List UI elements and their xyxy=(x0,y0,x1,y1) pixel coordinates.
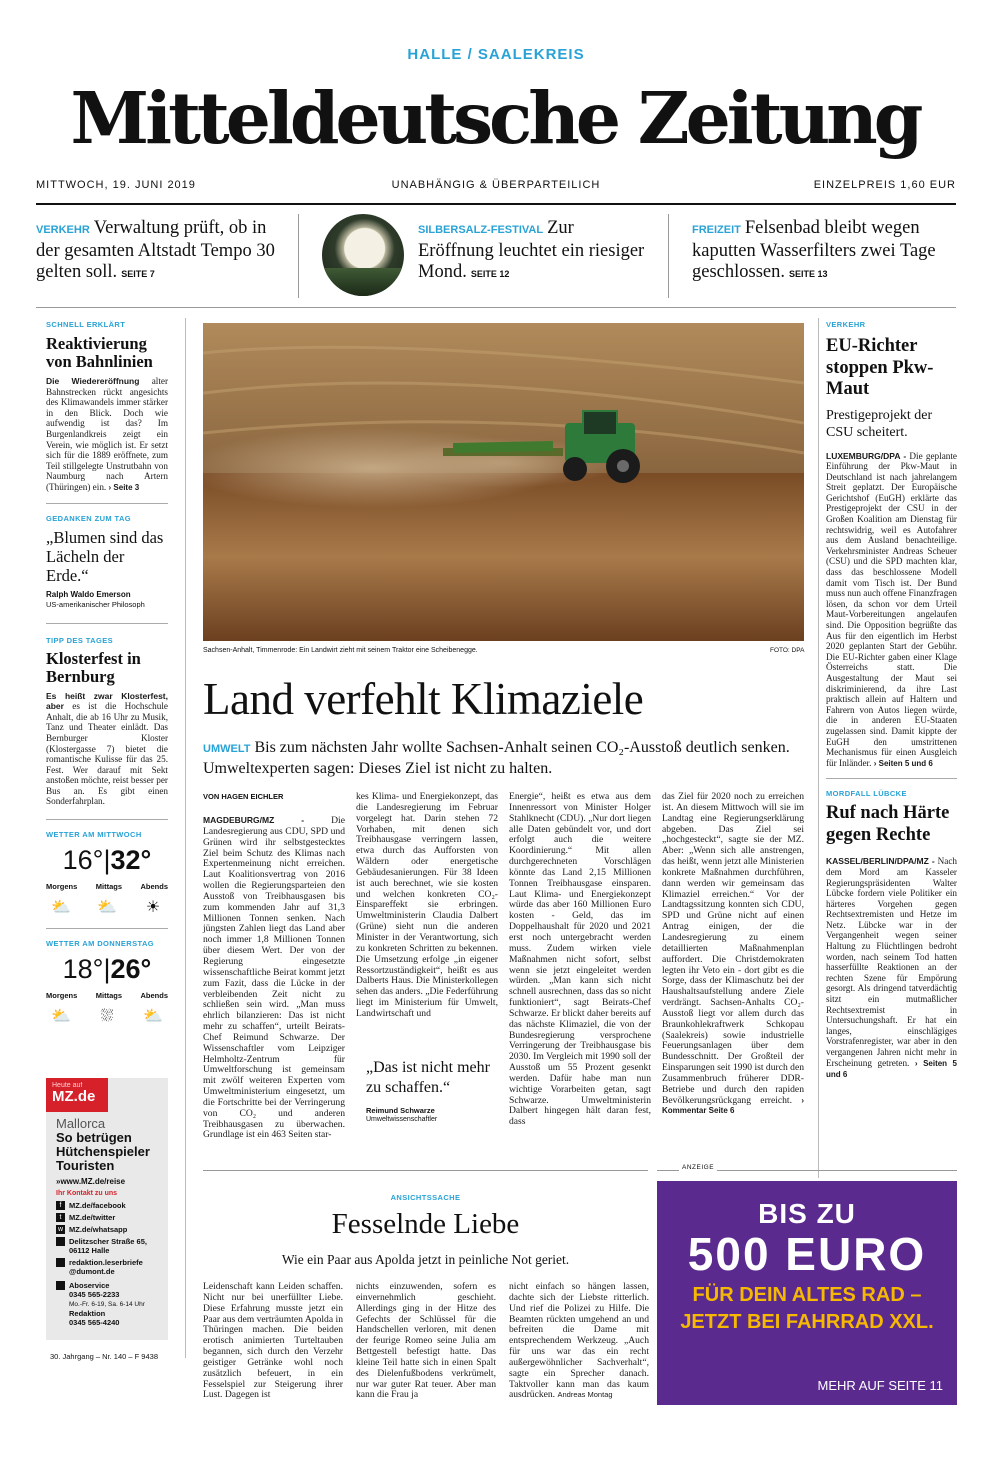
byline: VON HAGEN EICHLER xyxy=(203,792,284,801)
opinion-col-2: nichts einzuwenden, sofern es einvernehmlich geschieht. Allerdings ging in der Hitze des Gefechts der Schlüssel für die Handschellen verloren, mit denen der feurige Romeo seine Julia am Bettgestell befestigt hatte. Das kleine Teil hatte sich in einen Spalt des Dielenfußbodens verkrümelt, nur war guter Rat teuer. Aber man kann die Frau ja xyxy=(356,1281,496,1401)
weather-wed-temps: 16°|32° xyxy=(62,845,152,876)
opinion-title[interactable]: Fesselnde Liebe xyxy=(331,1208,520,1240)
lead-kicker: UMWELT xyxy=(203,743,251,755)
temp-low: 18° xyxy=(62,954,104,985)
maut-dateline: LUXEMBURG/DPA - xyxy=(826,450,907,461)
ad-line-4: JETZT BEI FAHRRAD XXL. xyxy=(680,1311,934,1333)
dateline: MAGDEBURG/MZ - xyxy=(203,815,305,825)
ad-line-1: BIS ZU xyxy=(758,1198,856,1229)
price: EINZELPREIS 1,60 EUR xyxy=(813,179,956,191)
teaser-page: SEITE 13 xyxy=(789,269,828,279)
ad-line-3: FÜR DEIN ALTES RAD – xyxy=(692,1284,922,1306)
masthead-title: Mitteldeutsche Zeitung xyxy=(70,76,920,160)
temp-high: 26° xyxy=(110,954,152,985)
teaser-text: Zur Eröffnung leuchtet ein riesiger Mond. xyxy=(418,218,645,282)
teaser-festival[interactable] xyxy=(418,218,648,285)
partly-cloudy-icon: ⛅ xyxy=(51,1006,71,1026)
weather-thu-kicker: WETTER AM DONNERSTAG xyxy=(46,939,154,949)
weather-label: Abends xyxy=(140,882,168,892)
pull-quote-text: „Das ist nicht mehr zu schaffen.“ xyxy=(366,1059,490,1096)
explained-lead: Die Wiedereröffnung xyxy=(46,376,140,386)
partly-cloudy-icon: ⛅ xyxy=(143,1006,163,1026)
article-col-4: das Ziel für 2020 noch zu erreichen ist. An diesem Mittwoch will sie im Landtag eine Regierungserklärung abgeben. Das Ziel sei „hochgesteckt“, sagte sie der MZ. Aber: „Wenn sich alle anstrengen, das heißt, wenn jetzt alle Ministerien konkrete Maßnahmen durchführen, dann werden wir gemeinsam das Klimaziel erreichen.“ Vor der Landtagssitzung konnten sich CDU, SPD und Grüne nicht auf einen Antrag einigen, der die Landesregierung zu einem detaillierten Maßnahmenplan auffordert. Die Christdemokraten legten ihr Veto ein - dort gibt es die Sorge, dass der Klimaschutz bei der Haushaltsaufstellung andere Ziele verdrängt. Sachsen-Anhalts CO₂-Ausstoß liegt vor allem durch das Braunkohlekraftwerk Schkopau (Saalekreis) sowie industrielle Feuerungsanlagen über dem Bundesschnitt. Der Großteil der Einsparungen seit 1990 ist durch den Zusammenbruch früherer DDR-Betriebe und durch den rapiden Bevölkerungsrückgang erreicht. › Kommentar Seite 6 xyxy=(662,791,805,1116)
teaser-text: Verwaltung prüft, ob in der gesamten Altstadt Tempo 30 gelten soll. xyxy=(36,218,275,282)
mail-icon xyxy=(56,1258,65,1267)
teaser-page: SEITE 12 xyxy=(470,269,510,279)
ad-line-2: 500 EURO xyxy=(687,1228,927,1280)
red-phone[interactable]: 0345 565-4240 xyxy=(69,1318,120,1327)
article-col-2: kes Klima- und Energiekonzept, das die Landesregierung im Februar vorgelegt hat. Darin stehen 72 Vorhaben, mit denen sich Treibhausgase verringern lassen, etwa durch das Aufforsten von Wäldern oder energetische Gebäudesanierungen. Für 38 Ideen ist auch berechnet, wie sie kosten und welchen konkreten CO₂-Einspareffekt sie erbringen. Umweltministerin Claudia Dalbert (Grüne) sieht nun die anderen Minister in der Verantwortung, sich zu konkreten Schritten zu bekennen. Die Umsetzung erfolge „in eigener Ressortzuständigkeit“, heißt es aus Dalberts Haus. Die Ministerkollegen sehen das anders. „Die Federführung liegt im Ministerium für Umwelt, Landwirtschaft und xyxy=(356,791,498,1019)
abo-label: Aboservice xyxy=(69,1281,110,1290)
pull-quote-role: Umweltwissenschaftler xyxy=(366,1116,438,1123)
contact-whatsapp[interactable]: MZ.de/whatsapp xyxy=(69,1225,128,1234)
teaser-leisure[interactable] xyxy=(692,218,956,285)
mz-logo[interactable] xyxy=(46,1078,108,1112)
tip-kicker: TIPP DES TAGES xyxy=(46,635,114,645)
partly-cloudy-icon: ⛅ xyxy=(97,897,117,917)
abo-phone[interactable]: 0345 565-2233 xyxy=(69,1290,120,1299)
article-col-1: MAGDEBURG/MZ - Die Landesregierung aus CDU, SPD und Grünen wird ihr selbstgestecktes Ziel beim Schutz des Klimas nach Expertenmeinung nicht erreichen. Laut Koalitionsvertrag von 2016 wollen die Regierungsparteien den Ausstoß von Treibhausgasen bis zum kommenden Jahr auf 31,3 Millionen Tonnen senken. Nach jüngsten Zahlen liegt das Land aber noch immer 1,8 Millionen Tonnen über diesem Wert. Der von der Regierung eingesetzte wissenschaftliche Beirat kommt jetzt zum Fazit, dass die Lücke in der verbleibenden Zeit nicht zu schließen sein wird. „Man muss ehrlich bilanzieren: Das ist nicht mehr zu schaffen“, urteilt Beirats-Chef Reimund Schwarze. Der Wissenschaftler vom Leipziger Helmholtz-Zentrum für Umweltforschung ist gemeinsam mit zwölf weiteren Experten vom Umweltministerium eingesetzt, um die Fortschritte bei der Verringerung von CO₂ und anderen Treibhausgasen zu überwachen. Grundlage ist ein 463 Seiten star- xyxy=(203,815,345,1141)
mz-logo-text: MZ.de xyxy=(52,1088,96,1105)
region-label: HALLE / SAALEKREIS xyxy=(407,46,585,63)
main-photo xyxy=(203,323,804,641)
comment-ref[interactable]: › Kommentar Seite 6 xyxy=(662,1095,804,1116)
teaser-traffic[interactable] xyxy=(36,218,276,285)
maut-ref[interactable]: › Seiten 5 und 6 xyxy=(873,758,933,768)
explained-kicker: SCHNELL ERKLÄRT xyxy=(46,320,126,329)
tip-text: Es heißt zwar Klosterfest, aber es ist die Hochschule Anhalt, die ab 16 Uhr zu Musik, Tanz und Theater einlädt. Das Bernburger Kloster (Klostergasse 7) bietet die romantische Kulisse für das 25. Fest. Wer darauf mit Sekt anstoßen möchte, reist besser per Bus an. Es gibt einen Sonderfahrplan. xyxy=(46,690,168,807)
ad-label: ANZEIGE xyxy=(657,1164,957,1176)
contact-twitter[interactable]: MZ.de/twitter xyxy=(69,1213,116,1222)
phone-icon xyxy=(56,1281,65,1290)
main-headline[interactable]: Land verfehlt Klimaziele xyxy=(203,674,644,724)
luebcke-title[interactable]: Ruf nach Härte gegen Rechte xyxy=(826,803,950,845)
opinion-col-3: nicht einfach so hängen lassen, dachte sich der Liebste ritterlich. Und rief die Polizei zu Hilfe. Die Beamten rückten umgehend an und befreiten die Dame mit entsprechendem Werkzeug. „Auch für uns war das ein recht außergewöhnlicher Sachverhalt“, sagte ein Sprecher danach. Taktvoller kann man das kaum ausdrücken. Andreas Montag xyxy=(509,1281,649,1401)
weather-label: Morgens xyxy=(46,991,78,1001)
luebcke-kicker: MORDFALL LÜBCKE xyxy=(826,789,907,799)
luebcke-text: KASSEL/BERLIN/DPA/MZ - Nach dem Mord am Kasseler Regierungspräsidenten Walter Lübcke fordern viele Politiker ein härteres Vorgehen gegen Rechtsextremisten und Hetze im Netz. Lübcke war in der Vergangenheit wegen seiner Haltung zu Flüchtlingen bedroht worden, nach seinem Tod hatten hasserfüllte Reaktionen an der rechten Szene für Empörung gesorgt. Als dringend tatverdächtig sitzt ein mutmaßlicher Rechtsextremist in Untersuchungshaft. Er hat ein langes, einschlägiges Vorstrafenregister, war aber in den vergangenen Jahren nicht mehr in Erscheinung getreten. › Seiten 5 und 6 xyxy=(826,856,958,1080)
quote-role: US-amerikanischer Philosoph xyxy=(46,599,145,609)
teaser-text: Felsenbad bleibt wegen kaputten Wasserfilters zwei Tage geschlossen. xyxy=(692,218,936,282)
teaser-kicker: FREIZEIT xyxy=(692,224,741,236)
teaser-page: SEITE 7 xyxy=(121,269,155,279)
maut-text: LUXEMBURG/DPA - Die geplante Einführung der Pkw-Maut in Deutschland ist nach jahrelangem Streit geplatzt. Der Europäische Gerichtshof (EuGH) erklärte das Prestigeprojekt der CSU in der Großen Koalition am Dienstag für rechtswidrig, weil es Autofahrer aus dem Ausland benachteilige. Verkehrsminister Andreas Scheuer (CSU) und die SPD machten klar, dass das beschlossene Modell damit vom Tisch ist. Der Bund muss nun auch offene Finanzfragen lösen, da schon vor dem Urteil Maut-Vorbereitungen angelaufen sind. Die Opposition begrüßte das Aus für den eigentlich im Herbst 2020 geplanten Start der Gebühr. Die EU-Richter gaben einer Klage Österreichs statt. Die Ausgestaltung der Maut sei diskriminierend, da ihre Last praktisch allein auf Haltern und Fahrern von Autos liegen würde, die in anderen EU-Staaten zugelassen sind. Damit kippte der EuGH den umstrittenen Mechanismus für einen Ausgleich für Inländer. › Seiten 5 und 6 xyxy=(826,450,957,768)
weather-label: Mittags xyxy=(95,991,122,1001)
opinion-col-1: Leidenschaft kann Leiden schaffen. Nicht nur bei unerfüllter Liebe. Diese Erfahrung musste jetzt ein Paar aus dem verträumten Apolda in Thüringen machen. Die beiden erotisch animierten Turteltauben begannen, sich durch den Verzehr geistiger Getränke wohl noch zusätzlich befeuert, in ein Fesselspiel zur Steigerung ihrer Lust. Dagegen ist xyxy=(203,1281,343,1401)
issue-date: MITTWOCH, 19. JUNI 2019 xyxy=(36,179,196,191)
luebcke-ref[interactable]: › Seiten 5 und 6 xyxy=(826,1058,957,1080)
explained-title: Reaktivierung von Bahnlinien xyxy=(46,334,153,371)
partly-cloudy-icon: ⛅ xyxy=(51,897,71,917)
weather-label: Abends xyxy=(140,991,168,1001)
contact-facebook[interactable]: MZ.de/facebook xyxy=(69,1201,126,1210)
quote-text: „Blumen sind das Lächeln der Erde.“ xyxy=(46,527,164,585)
explained-ref[interactable]: › Seite 3 xyxy=(108,482,140,492)
article-col-3: Energie“, heißt es etwa aus dem Innenressort von Minister Holger Stahlknecht (CDU). „Nur dort liegen alle Daten gebündelt vor, und dort erfolgt auch die weitere Koordinierung.“ Mit allen durchgerechneten Vorschlägen könnte das Land 2,15 Millionen Tonnen Treibhausgase einsparen. Laut Klima- und Energiekonzept würde das aber 160 Millionen Euro kosten - Geld, das im Doppelhaushalt für 2020 und 2021 erst noch untergebracht werden muss. Zudem wirken viele Maßnahmen nicht sofort, selbst wenn sie jetzt eingeleitet werden würden. „Man kann sich nicht schnell ausrechnen, dass das so nicht funktioniert“, sagt Beirats-Chef Schwarze. Er blickt daher bereits auf das nächste Klimaziel, die von der Bundesregierung versprochene Verringerung der Treibhausgase bis 2030. Im Vergleich mit 1990 soll der Ausstoß um 55 Prozent gesenkt werden. Dafür habe man nun wichtige Vorarbeiten getan, sagt Schwarze. Umweltministerin Dalbert hingegen hält daran fest, dass xyxy=(509,791,652,1128)
teaser-kicker: VERKEHR xyxy=(36,224,90,236)
weather-wed-kicker: WETTER AM MITTWOCH xyxy=(46,830,142,840)
mz-info-box xyxy=(46,1078,168,1340)
right-column xyxy=(826,320,957,1081)
tip-title: Klosterfest in Bernburg xyxy=(46,648,141,686)
explained-text: Die Wiedereröffnung alter Bahnstrecken rückt angesichts des Klimawandels immer stärker in den Blick. Doch wie aufwendig ist das? Im Burgenlandkreis zeigt ein Verein, wie möglich ist. Er setzt sich für die 1889 eröffnete, zum Teil stillgelegte Unstrutbahn von Naumburg nach Artern (Thüringen) ein. › Seite 3 xyxy=(46,376,169,492)
maut-title[interactable]: EU-Richter stoppen Pkw-Maut xyxy=(826,336,934,399)
ad-more[interactable]: MEHR AUF SEITE 11 xyxy=(817,1378,943,1393)
weather-label: Morgens xyxy=(46,882,78,892)
pull-quote xyxy=(366,1058,496,1123)
opinion-sub: Wie ein Paar aus Apolda jetzt in peinliche Not geriet. xyxy=(281,1252,570,1267)
pull-quote-author: Reimund Schwarze xyxy=(366,1106,435,1115)
mz-headline[interactable]: So betrügen Hütchenspieler Touristen xyxy=(56,1130,150,1173)
left-column xyxy=(46,320,168,1026)
mz-link[interactable]: »www.MZ.de/reise xyxy=(56,1177,126,1186)
teaser-kicker: SILBERSALZ-FESTIVAL xyxy=(418,224,544,236)
temp-high: 32° xyxy=(110,845,152,876)
fahrrad-ad[interactable] xyxy=(657,1181,957,1405)
main-lead: UMWELT Bis zum nächsten Jahr wollte Sachsen-Anhalt seinen CO₂-Ausstoß deutlich senken. Umweltexperten sagen: Dieses Ziel ist nicht zu halten. xyxy=(203,739,790,777)
location-icon xyxy=(56,1237,65,1246)
rain-icon: ⛆ xyxy=(100,1006,114,1026)
luebcke-dateline: KASSEL/BERLIN/DPA/MZ - xyxy=(826,856,935,867)
weather-thu-temps: 18°|26° xyxy=(62,954,152,985)
mz-contact-head: Ihr Kontakt zu uns xyxy=(56,1190,118,1197)
contact-address: Delitzscher Straße 65, 06112 Halle xyxy=(69,1237,147,1255)
abo-hours: Mo.-Fr. 6-19, Sa. 6-14 Uhr xyxy=(69,1301,145,1308)
mz-logo-small: Heute auf xyxy=(52,1082,83,1089)
red-label: Redaktion xyxy=(69,1309,106,1318)
quote-kicker: GEDANKEN ZUM TAG xyxy=(46,513,132,523)
quote-author: Ralph Waldo Emerson xyxy=(46,589,131,599)
twitter-icon: t xyxy=(56,1213,65,1222)
sun-icon: ☀ xyxy=(145,897,161,917)
issue-number: 30. Jahrgang – Nr. 140 – F 9438 xyxy=(50,1352,158,1361)
temp-low: 16° xyxy=(62,845,104,876)
opinion-kicker: ANSICHTSSACHE xyxy=(390,1193,461,1202)
tip-lead: Es heißt zwar Klosterfest, aber xyxy=(46,690,168,712)
motto: UNABHÄNGIG & ÜBERPARTEILICH xyxy=(391,179,601,191)
contact-email[interactable]: redaktion.leserbriefe @dumont.de xyxy=(69,1258,143,1276)
maut-kicker: VERKEHR xyxy=(826,320,866,329)
weather-label: Mittags xyxy=(95,882,122,892)
opinion-author: Andreas Montag xyxy=(557,1390,613,1400)
maut-sub: Prestigeprojekt der CSU scheitert. xyxy=(826,407,933,440)
facebook-icon: f xyxy=(56,1201,65,1210)
whatsapp-icon: w xyxy=(57,1226,64,1233)
photo-credit: FOTO: DPA xyxy=(770,647,805,654)
photo-caption: Sachsen-Anhalt, Timmenrode: Ein Landwirt zieht mit seinem Traktor eine Scheibenegge. xyxy=(203,647,478,654)
mz-place: Mallorca xyxy=(56,1116,106,1131)
teaser-moon-image xyxy=(322,214,404,296)
